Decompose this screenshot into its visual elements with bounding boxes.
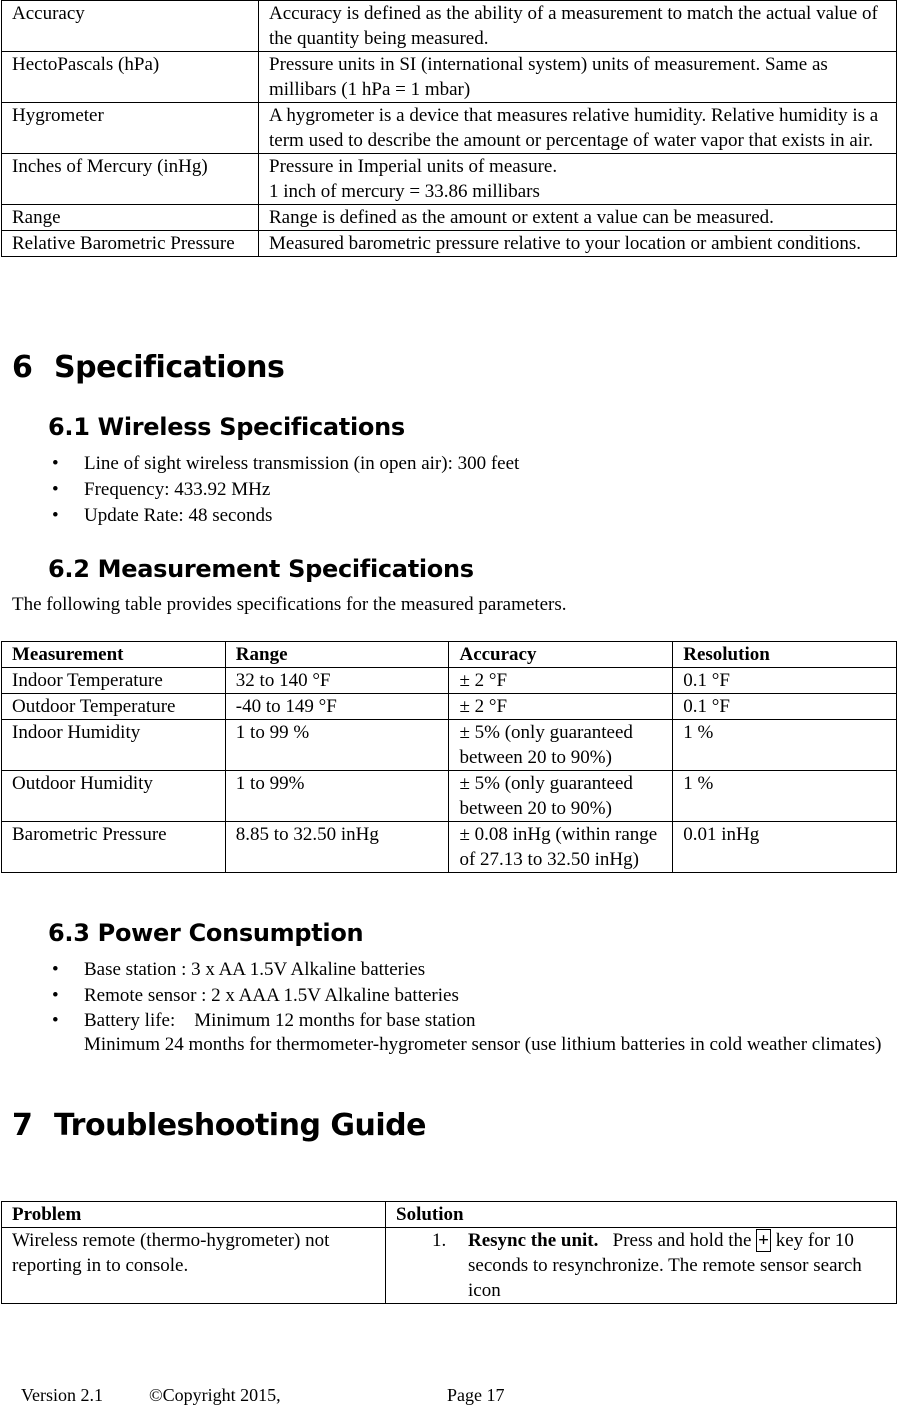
- table-cell: Outdoor Temperature: [2, 694, 226, 720]
- page-footer: [12, 1362, 505, 1406]
- table-row: [2, 1228, 897, 1304]
- table-cell: Indoor Temperature: [2, 668, 226, 694]
- list-item: • Remote sensor : 2 x AAA 1.5V Alkaline batteries: [0, 983, 898, 1009]
- table-cell: ± 0.08 inHg (within range of 27.13 to 32.50 inHg): [449, 822, 673, 873]
- glossary-term: Inches of Mercury (inHg): [2, 154, 259, 205]
- table-row: [2, 52, 897, 103]
- table-row: [2, 205, 897, 231]
- glossary-term: HectoPascals (hPa): [2, 52, 259, 103]
- solution-number: 1.: [432, 1230, 447, 1251]
- table-cell: ± 2 °F: [449, 668, 673, 694]
- power-spec-list: [0, 957, 898, 1057]
- plus-key-icon: +: [758, 1230, 769, 1251]
- section-title: Specifications: [54, 350, 285, 385]
- section-number: 6: [12, 350, 33, 385]
- footer-copyright: ©Copyright 2015,: [149, 1385, 281, 1405]
- table-row: [2, 720, 897, 771]
- list-item: • Line of sight wireless transmission (in open air): 300 feet: [0, 451, 898, 477]
- glossary-definition: Range is defined as the amount or extent a value can be measured.: [259, 205, 897, 231]
- wireless-spec-list: [0, 451, 898, 529]
- column-header: Range: [225, 642, 449, 668]
- solution-item: [396, 1228, 886, 1303]
- section-title: Troubleshooting Guide: [54, 1108, 426, 1143]
- section-heading-specifications: [12, 350, 284, 386]
- table-cell: 8.85 to 32.50 inHg: [225, 822, 449, 873]
- solution-text: Press and hold the: [598, 1230, 757, 1251]
- definition-line: 1 inch of mercury = 33.86 millibars: [269, 181, 540, 202]
- battery-life-line: • Battery life: Minimum 12 months for base station: [84, 1010, 476, 1031]
- footer-page-number: Page 17: [447, 1385, 505, 1405]
- problem-cell: Wireless remote (thermo-hygrometer) not reporting in to console.: [2, 1228, 386, 1304]
- glossary-definition: Measured barometric pressure relative to your location or ambient conditions.: [259, 231, 897, 257]
- measurement-intro: The following table provides specifications for the measured parameters.: [12, 594, 567, 615]
- list-item: • Update Rate: 48 seconds: [0, 503, 898, 529]
- table-cell: ± 5% (only guaranteed between 20 to 90%): [449, 720, 673, 771]
- list-item: • Base station : 3 x AA 1.5V Alkaline batteries: [0, 957, 898, 983]
- table-cell: 0.01 inHg: [673, 822, 897, 873]
- table-row: [2, 103, 897, 154]
- troubleshooting-table: [1, 1201, 897, 1304]
- column-header: Resolution: [673, 642, 897, 668]
- table-cell: 0.1 °F: [673, 668, 897, 694]
- table-cell: 1 to 99%: [225, 771, 449, 822]
- table-cell: 1 %: [673, 720, 897, 771]
- table-row: [2, 822, 897, 873]
- table-row: [2, 1, 897, 52]
- glossary-definition: A hygrometer is a device that measures relative humidity. Relative humidity is a term used to describe the amount or percentage of water vapor that exists in air.: [259, 103, 897, 154]
- subsection-heading-power: 6.3 Power Consumption: [48, 919, 364, 947]
- subsection-heading-measurement: 6.2 Measurement Specifications: [48, 555, 474, 583]
- table-cell: ± 5% (only guaranteed between 20 to 90%): [449, 771, 673, 822]
- glossary-term: Range: [2, 205, 259, 231]
- glossary-term: Relative Barometric Pressure: [2, 231, 259, 257]
- table-cell: 0.1 °F: [673, 694, 897, 720]
- column-header: Measurement: [2, 642, 226, 668]
- table-cell: Outdoor Humidity: [2, 771, 226, 822]
- glossary-term: Accuracy: [2, 1, 259, 52]
- table-row: [2, 154, 897, 205]
- glossary-table: [1, 0, 897, 257]
- table-cell: ± 2 °F: [449, 694, 673, 720]
- solution-title: Resync the unit.: [468, 1230, 599, 1251]
- glossary-definition: Pressure units in SI (international system) units of measurement. Same as millibars (1 hPa = 1 mbar): [259, 52, 897, 103]
- table-header-row: [2, 642, 897, 668]
- measurement-table: [1, 641, 897, 873]
- table-row: [2, 771, 897, 822]
- table-cell: Barometric Pressure: [2, 822, 226, 873]
- list-item: • Frequency: 433.92 MHz: [0, 477, 898, 503]
- solution-cell: [386, 1228, 897, 1304]
- column-header: Problem: [2, 1202, 386, 1228]
- column-header: Solution: [386, 1202, 897, 1228]
- battery-life-detail: Minimum 24 months for thermometer-hygrometer sensor (use lithium batteries in cold weather climates): [84, 1034, 882, 1055]
- list-item: [0, 1009, 898, 1057]
- footer-version: Version 2.1: [21, 1385, 103, 1405]
- column-header: Accuracy: [449, 642, 673, 668]
- table-header-row: [2, 1202, 897, 1228]
- table-cell: 1 to 99 %: [225, 720, 449, 771]
- section-heading-troubleshooting: [12, 1108, 426, 1144]
- table-cell: 1 %: [673, 771, 897, 822]
- table-cell: Indoor Humidity: [2, 720, 226, 771]
- solution-text: key for 10 seconds to resynchronize. The remote sensor search icon: [468, 1230, 862, 1301]
- glossary-definition: Accuracy is defined as the ability of a measurement to match the actual value of the quantity being measured.: [259, 1, 897, 52]
- subsection-heading-wireless: 6.1 Wireless Specifications: [48, 413, 405, 441]
- table-row: [2, 231, 897, 257]
- section-number: 7: [12, 1108, 33, 1143]
- table-cell: 32 to 140 °F: [225, 668, 449, 694]
- table-cell: -40 to 149 °F: [225, 694, 449, 720]
- table-row: [2, 694, 897, 720]
- glossary-term: Hygrometer: [2, 103, 259, 154]
- table-row: [2, 668, 897, 694]
- definition-line: Pressure in Imperial units of measure.: [269, 156, 558, 177]
- glossary-definition: [259, 154, 897, 205]
